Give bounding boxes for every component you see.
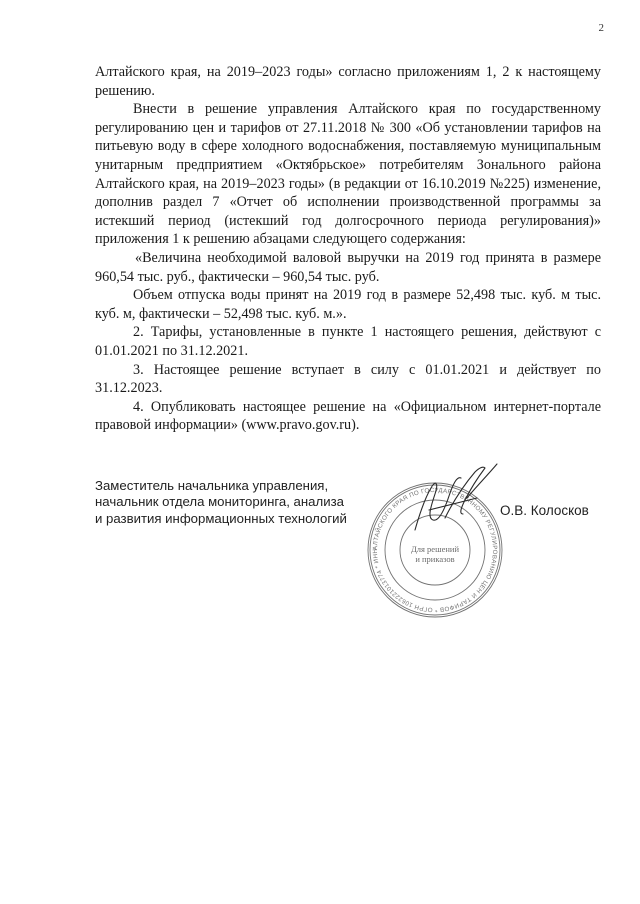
page-number: 2 [598,22,604,34]
paragraph-effective-date: 3. Настоящее решение вступает в силу с 01.01.2021 и действует по 31.12.2023. [95,361,601,397]
paragraph-tariffs-validity: 2. Тарифы, установленные в пункте 1 настоящего решения, действуют с 01.01.2021 по 31.12.2021. [95,324,601,359]
paragraph-water-volume: Объем отпуска воды принят на 2019 год в размере 52,498 тыс. куб. м тыс. куб. м, фактически – 52,498 тыс. куб. м.». [95,287,601,322]
handwritten-signature [405,458,505,538]
seal-ring-text: АЛТАЙСКОГО КРАЯ ПО ГОСУДАРСТВЕННОМУ РЕГУЛИРОВАНИЮ ЦЕН И ТАРИФОВ * ОГРН 1062221013774 * ИНН [371,486,499,614]
document-body [95,63,601,435]
signer-name: О.В. Колосков [500,503,589,518]
paragraph-continuation: Алтайского края, на 2019–2023 годы» согласно приложениям 1, 2 к настоящему решению. [95,64,601,99]
signer-position-line: начальник отдела мониторинга, анализа [95,494,344,510]
signer-position-line: Заместитель начальника управления, [95,478,329,493]
paragraph-amendment: Внести в решение управления Алтайского края по государственному регулированию цен и тарифов от 27.11.2018 № 300 «Об установлении тарифов на питьевую воду в сфере холодного водоснабжения, поставляемую муниципальным унитарным предприятием «Октябрьское» потребителям Зонального района Алтайского края, на 2019–2023 годы» (в редакции от 16.10.2019 №225) изменение, дополнив раздел 7 «Отчет об исполнении производственной программы за истекший период (истекший год долгосрочного периода регулирования)» приложения 1 к решению абзацами следующего содержания: [95,101,601,248]
signer-position-line: и развития информационных технологий [95,510,347,526]
paragraph-publication: 4. Опубликовать настоящее решение на «Официальном интернет-портале правовой информации» (www.pravo.gov.ru). [95,398,601,434]
signer-position [95,478,395,527]
paragraph-revenue: «Величина необходимой валовой выручки на 2019 год принята в размере 960,54 тыс. руб., фактически – 960,54 тыс. руб. [95,249,601,285]
seal-inner-line: Для решений [410,544,460,554]
seal-inner-line: и приказов [415,554,455,564]
